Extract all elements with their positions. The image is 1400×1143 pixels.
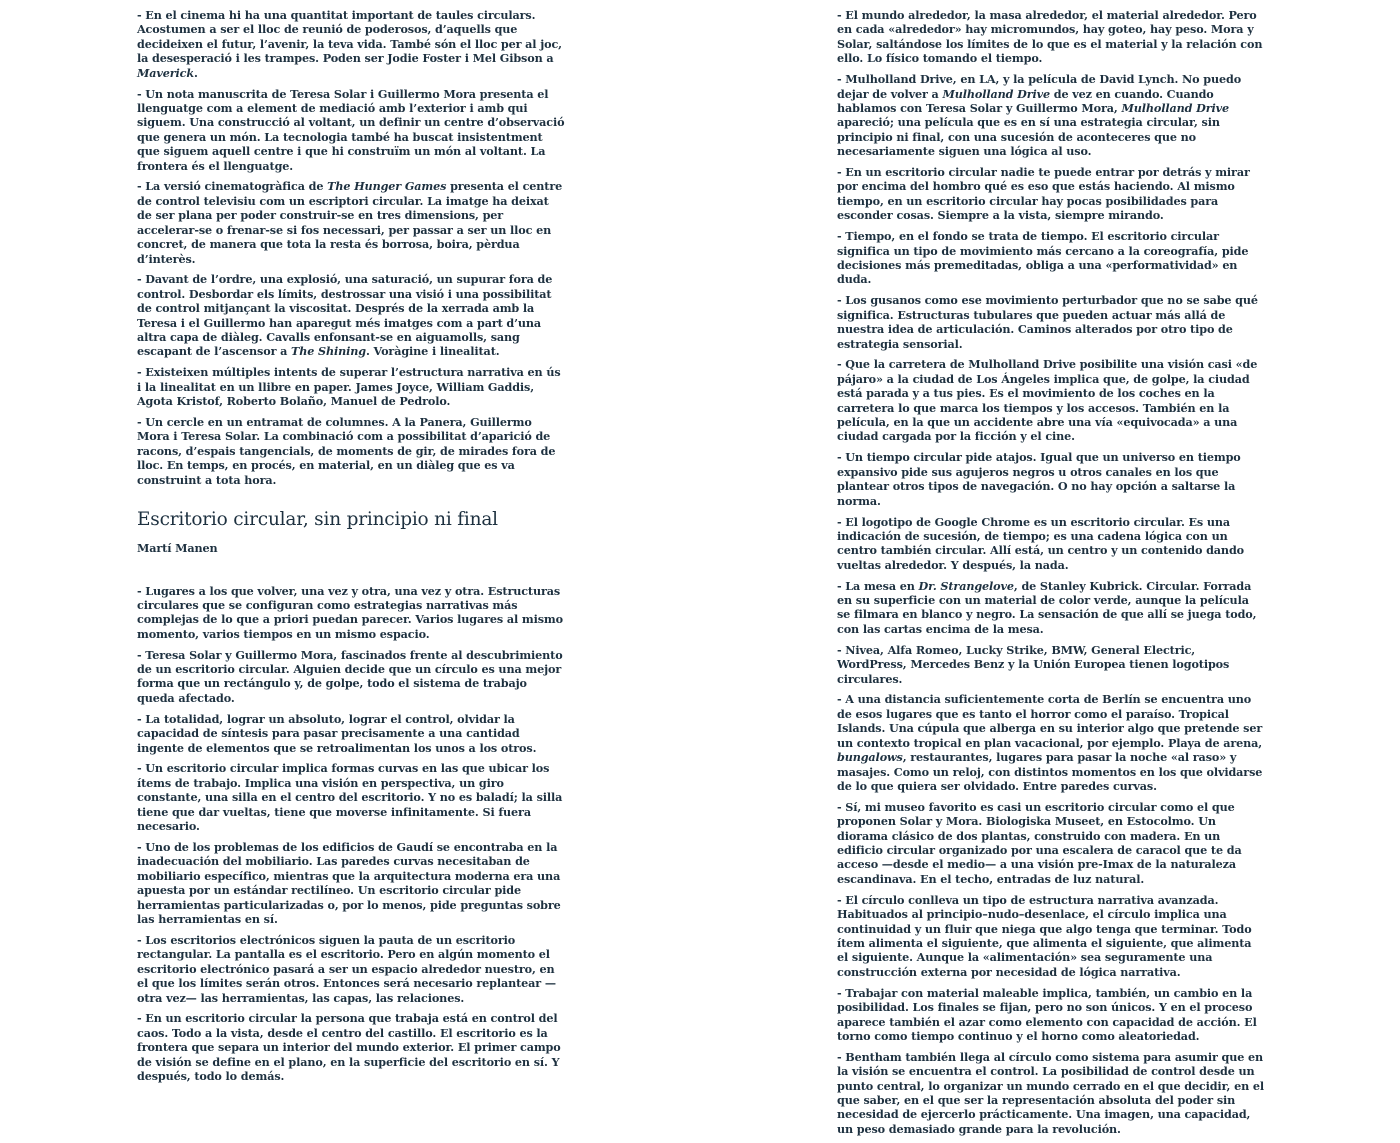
paragraph-text: - En un escritorio circular nadie te puede entrar por detrás y mirar por encima del hombro qué es eso que estás haciendo. Al mismo tiempo, en un escritorio circular hay pocas posibilidades para esconder cosas. Siempre a la vista, siempre mirando. [837, 165, 1250, 223]
paragraph [837, 1050, 1265, 1136]
paragraph [137, 272, 565, 358]
italic-title: Maverick [137, 65, 194, 80]
paragraph [837, 72, 1265, 158]
paragraph [837, 450, 1265, 508]
paragraph-text: - Un tiempo circular pide atajos. Igual que un universo en tiempo expansivo pide sus agujeros negros u otros canales en los que plantear otros tipos de navegación. O no hay opción a saltarse la norma. [837, 450, 1241, 508]
italic-title: The Hunger Games [327, 179, 447, 194]
paragraph-text: - Sí, mi museo favorito es casi un escritorio circular como el que proponen Solar y Mora. Biologiska Museet, en Estocolmo. Un diorama clásico de dos plantas, construido con madera. En un edificio circular organizado por una escalera de caracol que te da acceso —desde el medio— a una visión pre-Imax de la naturaleza escandinava. En el techo, entradas de luz natural. [837, 799, 1242, 886]
paragraph-text: - En un escritorio circular la persona que trabaja está en control del caos. Todo a la vista, desde el centro del castillo. El escritorio es la frontera que separa un interior del mundo exterior. El primer campo de visión se define en el plano, en la superficie del escritorio en sí. Y después, todo lo demás. [137, 1011, 561, 1084]
paragraph-text: - Un cercle en un entramat de columnes. A la Panera, Guillermo Mora i Teresa Solar. La combinació com a possibilitat d’aparició de racons, d’espais tangencials, de moments de gir, de mirades fora de lloc. En temps, en procés, en material, en un diàleg que es va construint a tota hora. [137, 415, 556, 487]
paragraph-text: - A una distancia suficientemente corta de Berlín se encuentra uno de esos lugares que es tanto el horror como el paraíso. Tropical Islands. Una cúpula que alberga en su interior algo que pretende ser un contexto tropical en plan vacacional, por ejemplo. Playa de arena, [837, 692, 1263, 750]
spanish-text-block [137, 584, 565, 1084]
paragraph [137, 365, 565, 408]
paragraph-text: , de Stanley Kubrick. Circular. Forrada en su superficie con un material de color verde, aunque la película se filmara en blanco y negro. La sensación de que allí se juega todo, con las cartas encima de la mesa. [837, 578, 1257, 636]
paragraph [837, 643, 1265, 686]
paragraph [837, 579, 1265, 637]
catalan-text-block [137, 8, 565, 487]
italic-title: bungalows [837, 750, 903, 765]
paragraph-text: - Los gusanos como ese movimiento perturbador que no se sabe qué significa. Estructuras tubulares que pueden actuar más allá de nuestra idea de articulación. Caminos alterados por otro tipo de estrategia sensorial. [837, 293, 1258, 351]
paragraph-text: - Los escritorios electrónicos siguen la pauta de un escritorio rectangular. La pantalla es el escritorio. Pero en algún momento el escritorio electrónico pasará a ser un espacio alrededor nuestro, en el que los límites serán otros. Entonces será necesario replantear —otra vez— las herramientas, las capas, las relaciones. [137, 932, 556, 1005]
paragraph-text: - Nivea, Alfa Romeo, Lucky Strike, BMW, General Electric, WordPress, Mercedes Benz y la Unión Europea tienen logotipos circulares. [837, 642, 1230, 686]
paragraph-text: - Teresa Solar y Guillermo Mora, fascinados frente al descubrimiento de un escritorio circular. Alguien decide que un círculo es una mejor forma que un rectángulo y, de golpe, todo el sistema de trabajo queda afectado. [137, 647, 563, 705]
paragraph [137, 761, 565, 833]
paragraph-text: - Existeixen múltiples intents de superar l’estructura narrativa en ús i la linealitat en un llibre en paper. James Joyce, William Gaddis, Agota Kristof, Roberto Bolaño, Manuel de Pedrolo. [137, 365, 561, 409]
paragraph-text: - La versió cinematogràfica de [137, 179, 328, 194]
paragraph [837, 165, 1265, 223]
paragraph [837, 229, 1265, 287]
paragraph [137, 840, 565, 926]
paragraph [137, 87, 565, 173]
paragraph [837, 8, 1265, 66]
italic-title: The Shining [291, 344, 366, 359]
paragraph-text: - Un escritorio circular implica formas curvas en las que ubicar los ítems de trabajo. Implica una visión en perspectiva, un giro constante, una silla en el centro del escritorio. Y no es baladí; la silla tiene que dar vueltas, tiene que moverse infinitamente. Si fuera necesario. [137, 761, 563, 834]
paragraph-text: - Tiempo, en el fondo se trata de tiempo. El escritorio circular significa un tipo de movimiento más cercano a la coreografía, pide decisiones más premeditadas, obliga a una «performatividad» en duda. [837, 229, 1249, 287]
article-author: Martí Manen [137, 541, 218, 556]
paragraph-text: - Mulholland Drive, en LA, y la película de David Lynch. No puedo dejar de volver a [837, 72, 1242, 101]
paragraph-text: - El mundo alrededor, la masa alrededor, el material alrededor. Pero en cada «alrededor» hay micromundos, hay goteo, hay peso. Mora y Solar, saltándose los límites de lo que es el material y la relación con ello. Lo físico tomando el tiempo. [837, 8, 1263, 66]
paragraph-text: , restaurantes, lugares para pasar la noche «al raso» y masajes. Como un reloj, con distintos momentos en los que olvidarse de lo que quiera ser olvidado. Entre paredes curvas. [837, 750, 1263, 793]
paragraph-text: - Un nota manuscrita de Teresa Solar i Guillermo Mora presenta el llenguatge com a element de mediació amb l’exterior i amb qui siguem. Una construcció al voltant, un definir un centre d’observació que genera un món. La tecnologia també ha buscat insistentment que siguem aquell centre i que hi construïm un món al voltant. La frontera és el llenguatge. [137, 86, 565, 173]
paragraph [137, 584, 565, 642]
paragraph-text: - Que la carretera de Mulholland Drive posibilite una visión casi «de pájaro» a la ciudad de Los Ángeles implica que, de golpe, la ciudad está parada y a tus pies. Es el movimiento de los coches en la carretera lo que marca los tiempos y los accesos. También en la película, en la que un accidente abre una vía «equivocada» a una ciudad cargada por la ficción y el cine. [837, 357, 1258, 444]
paragraph [137, 648, 565, 706]
spanish-text-block-continued [837, 8, 1265, 1136]
article-title: Escritorio circular, sin principio ni final [137, 509, 498, 531]
left-page-column [137, 8, 565, 1090]
paragraph-text: . [194, 65, 198, 80]
paragraph [137, 933, 565, 1005]
italic-title: Mulholland Drive [1121, 100, 1229, 115]
italic-title: Dr. Strangelove [918, 578, 1014, 593]
paragraph-text: - Bentham también llega al círculo como sistema para asumir que en la visión se encuentra el control. La posibilidad de control desde un punto central, lo organizar un mundo cerrado en el que decidir, en el que saber, en el que ser la representación absoluta del poder sin necesidad de ejercerlo prácticamente. Una imagen, una capacidad, un peso demasiado grande para la revolución. [837, 1049, 1264, 1136]
paragraph-text: - En el cinema hi ha una quantitat important de taules circulars. Acostumen a ser el lloc de reunió de poderosos, d’aquells que decideixen el futur, l’avenir, la teva vida. També són el lloc per al joc, la desesperació i les trampes. Poden ser Jodie Foster i Mel Gibson a [137, 8, 562, 66]
paragraph-text: . Voràgine i linealitat. [366, 344, 500, 359]
paragraph [137, 8, 565, 80]
paragraph-text: - El círculo conlleva un tipo de estructura narrativa avanzada. Habituados al principio–nudo–desenlace, el círculo implica una continuidad y un fluir que niega que algo tenga que terminar. Todo ítem alimenta el siguiente, que alimenta el siguiente, que alimenta el siguiente. Aunque la «alimentación» sea seguramente una construcción externa por necesidad de lógica narrativa. [837, 892, 1252, 979]
paragraph [137, 179, 565, 265]
paragraph-text: - La mesa en [837, 578, 919, 593]
paragraph [837, 986, 1265, 1044]
paragraph [837, 357, 1265, 443]
paragraph [837, 800, 1265, 886]
article-header [137, 509, 565, 555]
paragraph-text: - Uno de los problemas de los edificios de Gaudí se encontraba en la inadecuación del mobiliario. Las paredes curvas necesitaban de mobiliario específico, mientras que la arquitectura moderna era una apuesta por un estándar rectilíneo. Un escritorio circular pide herramientas particularizadas o, por lo menos, pide preguntas sobre las herramientas en sí. [137, 840, 561, 927]
paragraph-text: - Trabajar con material maleable implica, también, un cambio en la posibilidad. Los finales se fijan, pero no son únicos. Y en el proceso aparece también el azar como elemento con capacidad de acción. El torno como tiempo continuo y el horno como aleatoriedad. [837, 985, 1257, 1043]
paragraph-text: apareció; una película que es en sí una estrategia circular, sin principio ni final, con una sucesión de aconteceres que no necesariamente siguen una lógica al uso. [837, 115, 1220, 159]
paragraph [137, 712, 565, 755]
right-page-column [837, 8, 1265, 1143]
paragraph [837, 293, 1265, 351]
paragraph [137, 1011, 565, 1083]
italic-title: Mulholland Drive [942, 86, 1050, 101]
paragraph-text: de vez en cuando. Cuando hablamos con Teresa Solar y Guillermo Mora, [837, 86, 1214, 115]
paragraph [137, 415, 565, 487]
paragraph [837, 893, 1265, 979]
paragraph-text: - Lugares a los que volver, una vez y otra, una vez y otra. Estructuras circulares que se configuran como estrategias narrativas más complejas de lo que a priori puedan parecer. Varios lugares al mismo momento, varios tiempos en un mismo espacio. [137, 583, 563, 641]
paragraph [837, 515, 1265, 573]
paragraph-text: - Davant de l’ordre, una explosió, una saturació, un supurar fora de control. Desbordar els límits, destrossar una visió i una possibilitat de control mitjançant la viscositat. Després de la xerrada amb la Teresa i el Guillermo han aparegut més imatges com a part d’una altra capa de diàleg. Cavalls enfonsant-se en aiguamolls, sang escapant de l’ascensor a [137, 272, 553, 359]
paragraph [837, 692, 1265, 793]
paragraph-text: - El logotipo de Google Chrome es un escritorio circular. Es una indicación de sucesión, de tiempo; es una cadena lógica con un centro también circular. Allí está, un centro y un contenido dando vueltas alrededor. Y después, la nada. [837, 514, 1244, 572]
paragraph-text: - La totalidad, lograr un absoluto, lograr el control, olvidar la capacidad de síntesis para pasar precisamente a una cantidad ingente de elementos que se retroalimentan los unos a los otros. [137, 711, 537, 755]
paragraph-text: presenta el centre de control televisiu com un escriptori circular. La imatge ha deixat de ser plana per poder construir-se en tres dimensions, per accelerar-se o frenar-se si fos necessari, per passar a ser un lloc en concret, de manera que tota la resta és borrosa, boira, pèrdua d’interès. [137, 179, 563, 266]
